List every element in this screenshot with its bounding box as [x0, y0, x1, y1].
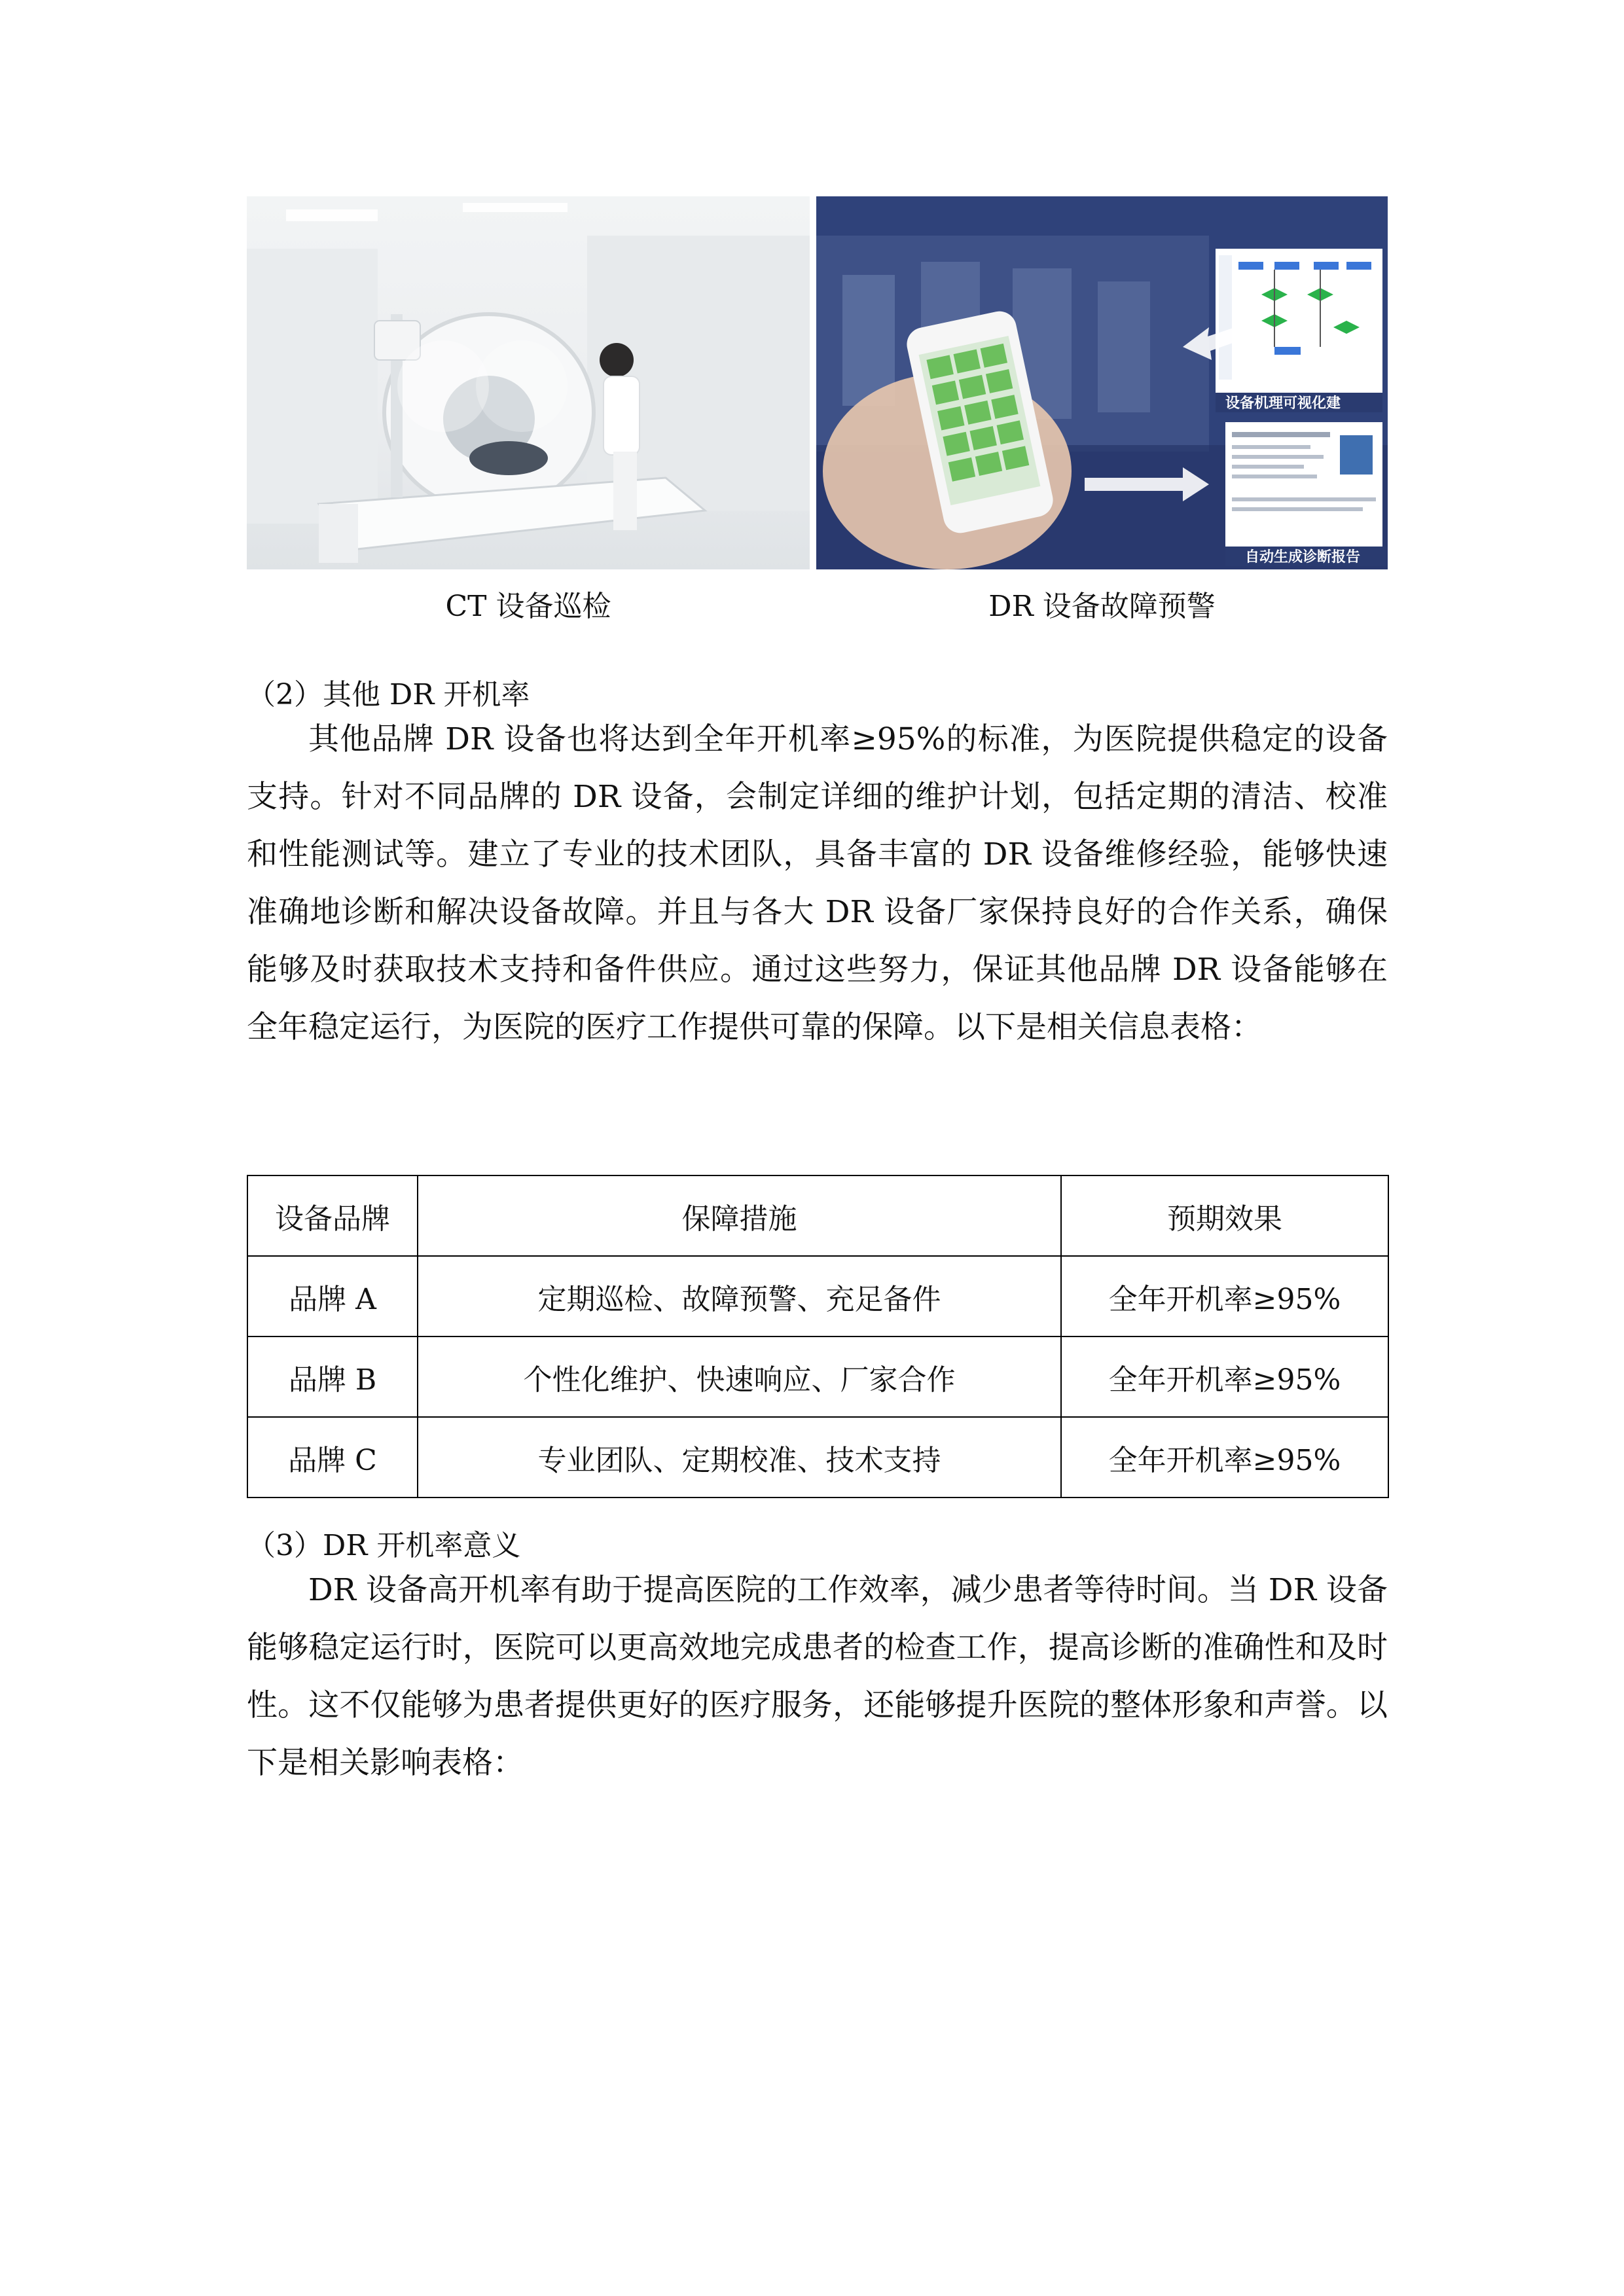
- table-cell: 全年开机率≥95%: [1061, 1336, 1388, 1417]
- figure-caption-right: DR 设备故障预警: [988, 590, 1216, 623]
- table-row: [247, 1336, 1388, 1417]
- table-cell: 品牌 A: [247, 1256, 418, 1336]
- table-cell: 品牌 C: [247, 1417, 418, 1498]
- table-cell: 全年开机率≥95%: [1061, 1256, 1388, 1336]
- dr-warning-illustration: [816, 196, 1388, 569]
- table-cell: 专业团队、定期校准、技术支持: [418, 1417, 1061, 1498]
- ct-inspection-photo: [247, 196, 810, 569]
- section-heading-3: （3）DR 开机率意义: [247, 1529, 521, 1562]
- table-row: [247, 1256, 1388, 1336]
- table-cell: 品牌 B: [247, 1336, 418, 1417]
- table-header-cell: 设备品牌: [247, 1175, 418, 1256]
- overlay-text-bottom: 自动生成诊断报告: [1245, 549, 1361, 565]
- table-row: [247, 1417, 1388, 1498]
- ct-scene-illustration: [247, 196, 810, 569]
- overlay-text-top: 设备机理可视化建: [1225, 395, 1341, 412]
- table-cell: 个性化维护、快速响应、厂家合作: [418, 1336, 1061, 1417]
- section-paragraph-2: 其他品牌 DR 设备也将达到全年开机率≥95%的标准，为医院提供稳定的设备支持。针对不同品牌的 DR 设备，会制定详细的维护计划，包括定期的清洁、校准和性能测试等。建立了专业的技术团队，具备丰富的 DR 设备维修经验，能够快速准确地诊断和解决设备故障。并且与各大 DR 设备厂家保持良好的合作关系，确保能够及时获取技术支持和备件供应。通过这些努力，保证其他品牌 DR 设备能够在全年稳定运行，为医院的医疗工作提供可靠的保障。以下是相关信息表格：: [247, 721, 1388, 1045]
- table-header-cell: 保障措施: [418, 1175, 1061, 1256]
- table-header-cell: 预期效果: [1061, 1175, 1388, 1256]
- table-cell: 全年开机率≥95%: [1061, 1417, 1388, 1498]
- brand-measures-table: [247, 1175, 1389, 1498]
- section-paragraph-3: DR 设备高开机率有助于提高医院的工作效率，减少患者等待时间。当 DR 设备能够稳定运行时，医院可以更高效地完成患者的检查工作，提高诊断的准确性和及时性。这不仅能够为患者提供更好的医疗服务，还能够提升医院的整体形象和声誉。以下是相关影响表格：: [247, 1572, 1388, 1781]
- table-header-row: [247, 1175, 1388, 1256]
- figure-caption-left: CT 设备巡检: [445, 590, 611, 623]
- section-heading-2: （2）其他 DR 开机率: [247, 678, 530, 711]
- table-cell: 定期巡检、故障预警、充足备件: [418, 1256, 1061, 1336]
- dr-fault-warning-photo: [816, 196, 1388, 569]
